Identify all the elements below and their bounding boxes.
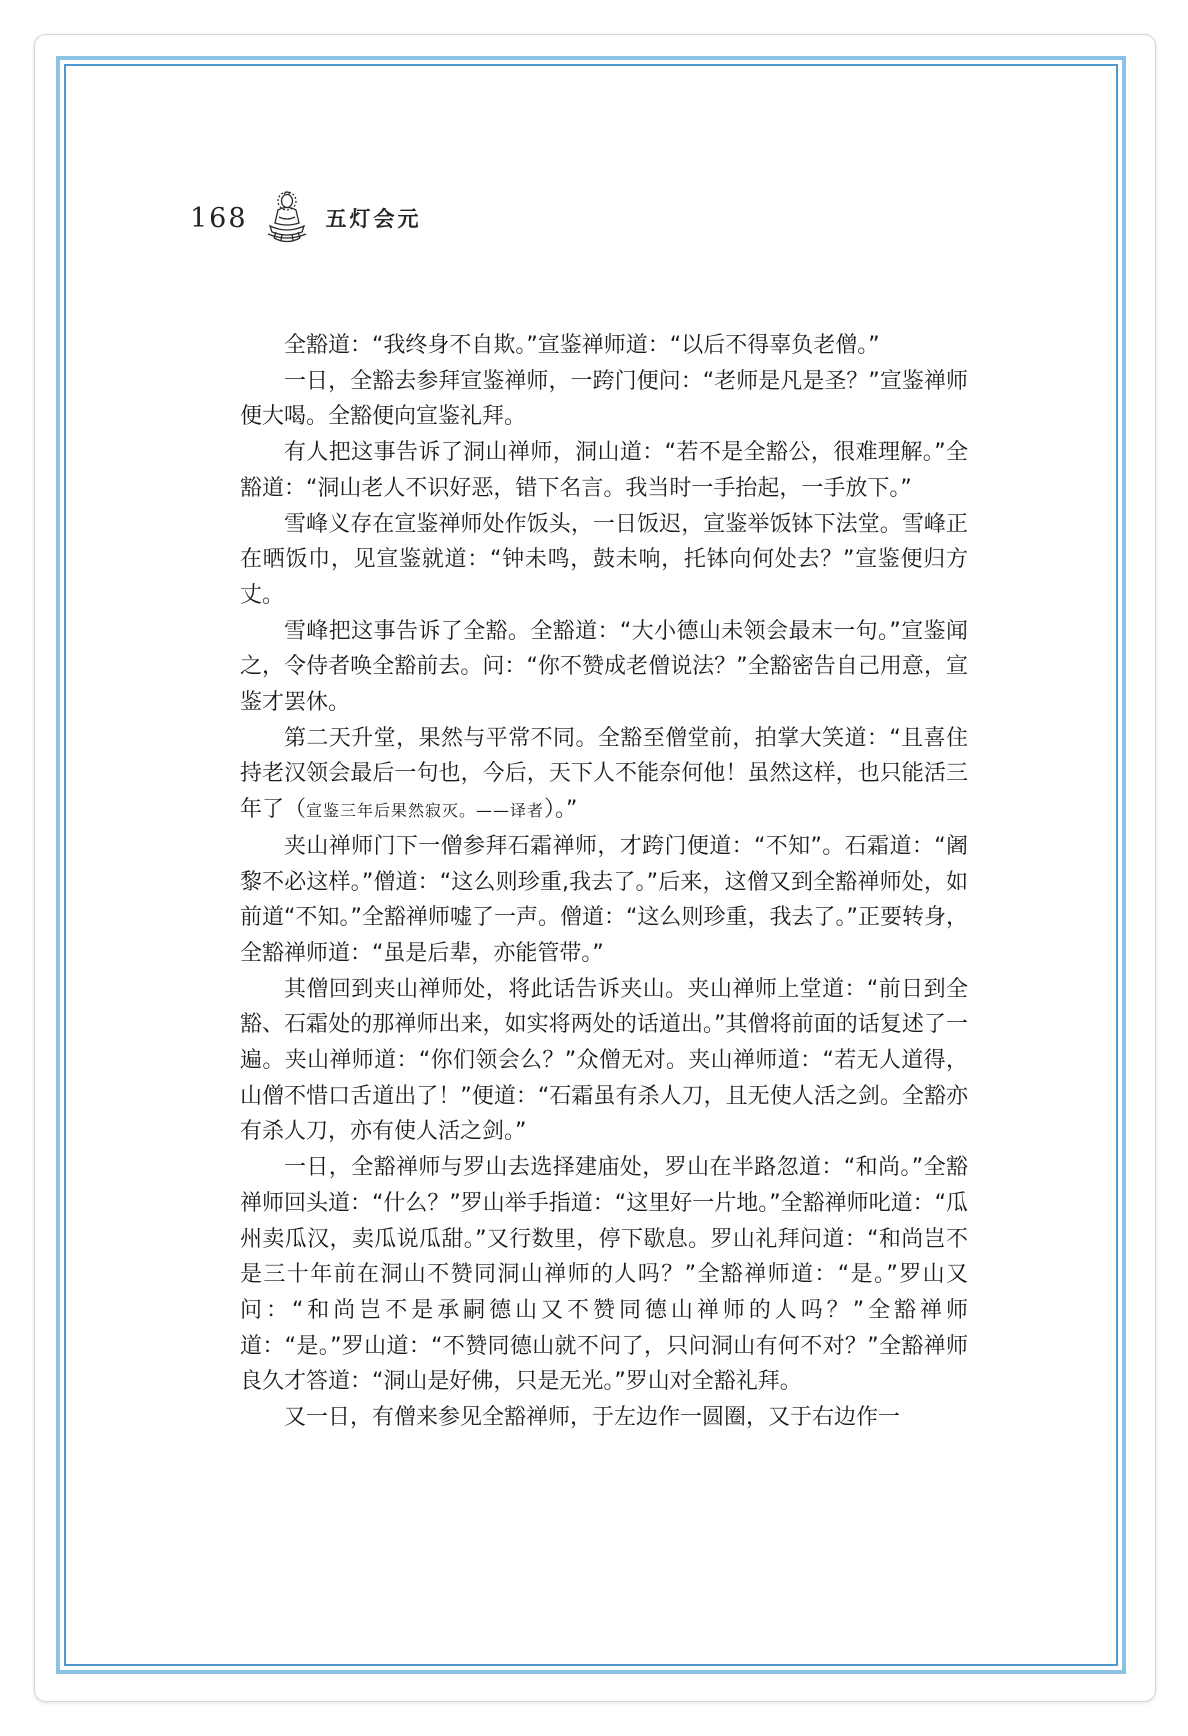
translator-note-open: （ <box>284 797 307 823</box>
paragraph: 一日，全豁禅师与罗山去选择建庙处，罗山在半路忽道：“和尚。”全豁禅师回头道：“什么？”罗山举手指道：“这里好一片地。”全豁禅师叱道：“瓜州卖瓜汉，卖瓜说瓜甜。”又行数里，停下歇息。罗山礼拜问道：“和尚岂不是三十年前在洞山不赞同洞山禅师的人吗？”全豁禅师道：“是。”罗山又问：“和尚岂不是承嗣德山又不赞同德山禅师的人吗？”全豁禅师道：“是。”罗山道：“不赞同德山就不问了，只问洞山有何不对？”全豁禅师良久才答道：“洞山是好佛，只是无光。”罗山对全豁礼拜。 <box>240 1155 968 1395</box>
paragraph: 全豁道：“我终身不自欺。”宣鉴禅师道：“以后不得辜负老僧。” <box>284 333 880 358</box>
paragraph: 又一日，有僧来参见全豁禅师，于左边作一圆圈，又于右边作一 <box>284 1405 901 1431</box>
paragraph-with-note <box>240 721 968 829</box>
paragraph: 其僧回到夹山禅师处，将此话告诉夹山。夹山禅师上堂道：“前日到全豁、石霜处的那禅师出来，如实将两处的话道出。”其僧将前面的话复述了一遍。夹山禅师道：“你们领会么？”众僧无对。夹山禅师道：“若无人道得，山僧不惜口舌道出了！”便道：“石霜虽有杀人刀，且无使人活之剑。全豁亦有杀人刀，亦有使人活之剑。” <box>240 976 968 1145</box>
translator-note-close: ）。” <box>544 797 578 823</box>
paragraph: 夹山禅师门下一僧参拜石霜禅师，才跨门便道：“不知”。石霜道：“阇黎不必这样。”僧道：“这么则珍重,我去了。”后来，这僧又到全豁禅师处，如前道“不知。”全豁禅师嘘了一声。僧道：“这么则珍重，我去了。”正要转身，全豁禅师道：“虽是后辈，亦能管带。” <box>240 833 968 966</box>
paragraph: 雪峰把这事告诉了全豁。全豁道：“大小德山未领会最末一句。”宣鉴闻之，令侍者唤全豁前去。问：“你不赞成老僧说法？”全豁密告自己用意，宣鉴才罢休。 <box>240 618 968 716</box>
paragraph-text: 第二天升堂，果然与平常不同。全豁至僧堂前，拍掌大笑道：“且喜住持老汉领会最后一句也，今后，天下人不能奈何他！虽然这样，也只能活三年了 <box>240 725 968 823</box>
paragraph: 雪峰义存在宣鉴禅师处作饭头，一日饭迟，宣鉴举饭钵下法堂。雪峰正在晒饭巾，见宣鉴就道：“钟未鸣，鼓未响，托钵向何处去？”宣鉴便归方丈。 <box>240 511 968 608</box>
paragraph: 一日，全豁去参拜宣鉴禅师，一跨门便问：“老师是凡是圣？”宣鉴禅师便大喝。全豁便向宣鉴礼拜。 <box>240 368 968 430</box>
page-header <box>190 190 422 246</box>
translator-note: 宣鉴三年后果然寂灭。——译者 <box>306 801 545 821</box>
book-title: 五灯会元 <box>325 207 422 231</box>
seated-buddha-icon <box>264 190 310 246</box>
page-number: 168 <box>190 202 248 234</box>
text-body <box>240 328 968 1436</box>
paragraph: 有人把这事告诉了洞山禅师，洞山道：“若不是全豁公，很难理解。”全豁道：“洞山老人不识好恶，错下名言。我当时一手抬起，一手放下。” <box>240 440 968 501</box>
